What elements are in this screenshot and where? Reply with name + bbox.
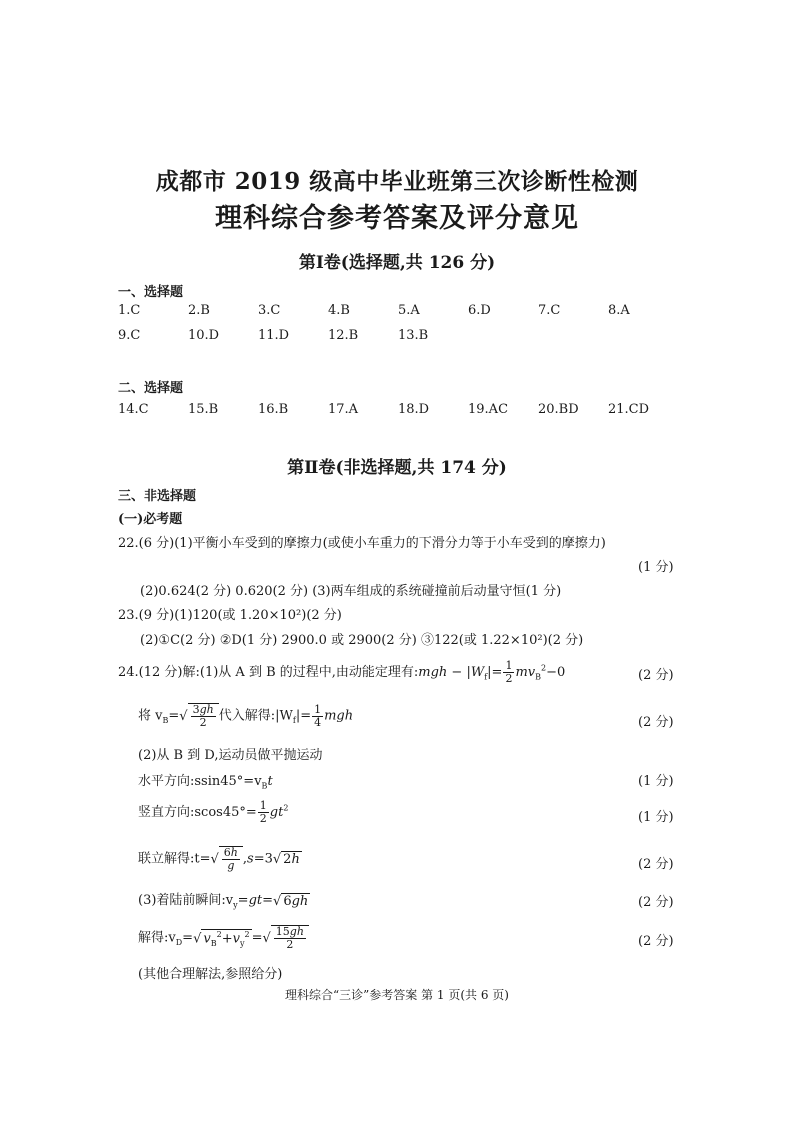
q24-part2: (2)从 B 到 D,运动员做平抛运动 [138,748,323,763]
answer-item: 11.D [258,328,290,343]
answer-item: 10.D [188,328,220,343]
answer-item: 6.D [468,303,491,318]
q24-final-score: (2 分) [638,934,674,949]
q24-part3-score: (2 分) [638,895,674,910]
q23-line2: (2)①C(2 分) ②D(1 分) 2900.0 或 2900(2 分) ③122(或 1.22×10²)(2 分) [140,633,584,648]
q24-sub-mid: 代入解得:|W [218,708,293,724]
q22-line1: 22.(6 分)(1)平衡小车受到的摩擦力(或使小车重力的下滑分力等于小车受到的摩擦力) [118,536,606,551]
q24-horiz-text: 水平方向:ssin45°=v [138,774,262,789]
part2-title: 第Ⅱ卷(非选择题,共 174 分) [287,458,507,478]
q24-note: (其他合理解法,参照给分) [138,967,283,982]
answer-item: 16.B [258,402,289,417]
q24-vert-text: 竖直方向:scos45°= [138,805,257,820]
answer-item: 18.D [398,402,430,417]
q24-horizontal-score: (1 分) [638,774,674,789]
required-heading: (一)必考题 [118,512,183,527]
section1-heading: 一、选择题 [118,285,184,300]
q24-substitution-score: (2 分) [638,715,674,730]
answer-item: 21.CD [608,402,650,417]
answer-item: 14.C [118,402,149,417]
q24-vertical-score: (1 分) [638,810,674,825]
page-title-line1: 成都市 2019 级高中毕业班第三次诊断性检测 [155,168,639,195]
q24-sub-prefix: 将 v [138,708,163,724]
q24-final-text: 解得:v [138,930,176,946]
q24-intro: 24.(12 分)解:(1)从 A 到 B 的过程中,由动能定理有: [118,665,419,680]
q24-part3: (3)着陆前瞬间$:v_y=gt=√$ 6gh [138,893,309,910]
answer-item: 3.C [258,303,281,318]
q24-solve-text: 联立解得:t= [138,851,211,867]
page-title-line2: 理科综合参考答案及评分意见 [215,203,579,234]
answer-item: 2.B [188,303,210,318]
section2-heading: 二、选择题 [118,381,184,396]
q24-solve-score: (2 分) [638,857,674,872]
page-footer: 理科综合“三诊”参考答案 第 1 页(共 6 页) [285,988,509,1002]
q24-eq1: mgh − |W [418,665,485,680]
answer-item: 20.BD [538,402,579,417]
q24-horizontal: 水平方向$:ssin45^\circ=v_Bt$ [138,774,273,791]
answer-item: 9.C [118,328,141,343]
answer-item: 5.A [398,303,420,318]
q24-part3-text: (3)着陆前瞬间:v [138,893,234,908]
answer-item: 15.B [188,402,219,417]
answer-item: 12.B [328,328,359,343]
answer-item: 13.B [398,328,429,343]
part1-title: 第Ⅰ卷(选择题,共 126 分) [298,253,496,273]
answer-item: 17.A [328,402,359,417]
answer-item: 19.AC [468,402,509,417]
q22-line1-score: (1 分) [638,560,674,575]
q22-line2: (2)0.624(2 分) 0.620(2 分) (3)两车组成的系统碰撞前后动量守恒(1 分) [140,584,562,599]
answer-item: 7.C [538,303,561,318]
q24-final: 解得$:v_D=√$ $v_B^2+v_y^2$ =√ $\frac{15gh}{2}$ [138,925,309,951]
answer-item: 1.C [118,303,141,318]
answer-item: 8.A [608,303,630,318]
answer-item: 4.B [328,303,350,318]
q24-vertical: 竖直方向:scos45°= $\frac{1}{2}$ $gt^2$ [138,799,289,825]
q24-substitution: 将 $v_B=√$ $\frac{3gh}{2}$ 代入解得$:|W_f|=$ $\frac{1}{4}$ mgh [138,702,354,729]
section3-heading: 三、非选择题 [118,489,197,504]
q24-line1: 24.(12 分)解:(1)从 A 到 B 的过程中,由动能定理有:mgh − $|W_f|=$ $\frac{1}{2}$ $mv_B^2-0$ [118,659,566,685]
q23-line1: 23.(9 分)(1)120(或 1.20×10²)(2 分) [118,608,342,623]
q24-line1-score: (2 分) [638,668,674,683]
q24-solve: 联立解得:t=√ $\frac{6h}{g}$ ,s=3√ 2h [138,846,300,872]
